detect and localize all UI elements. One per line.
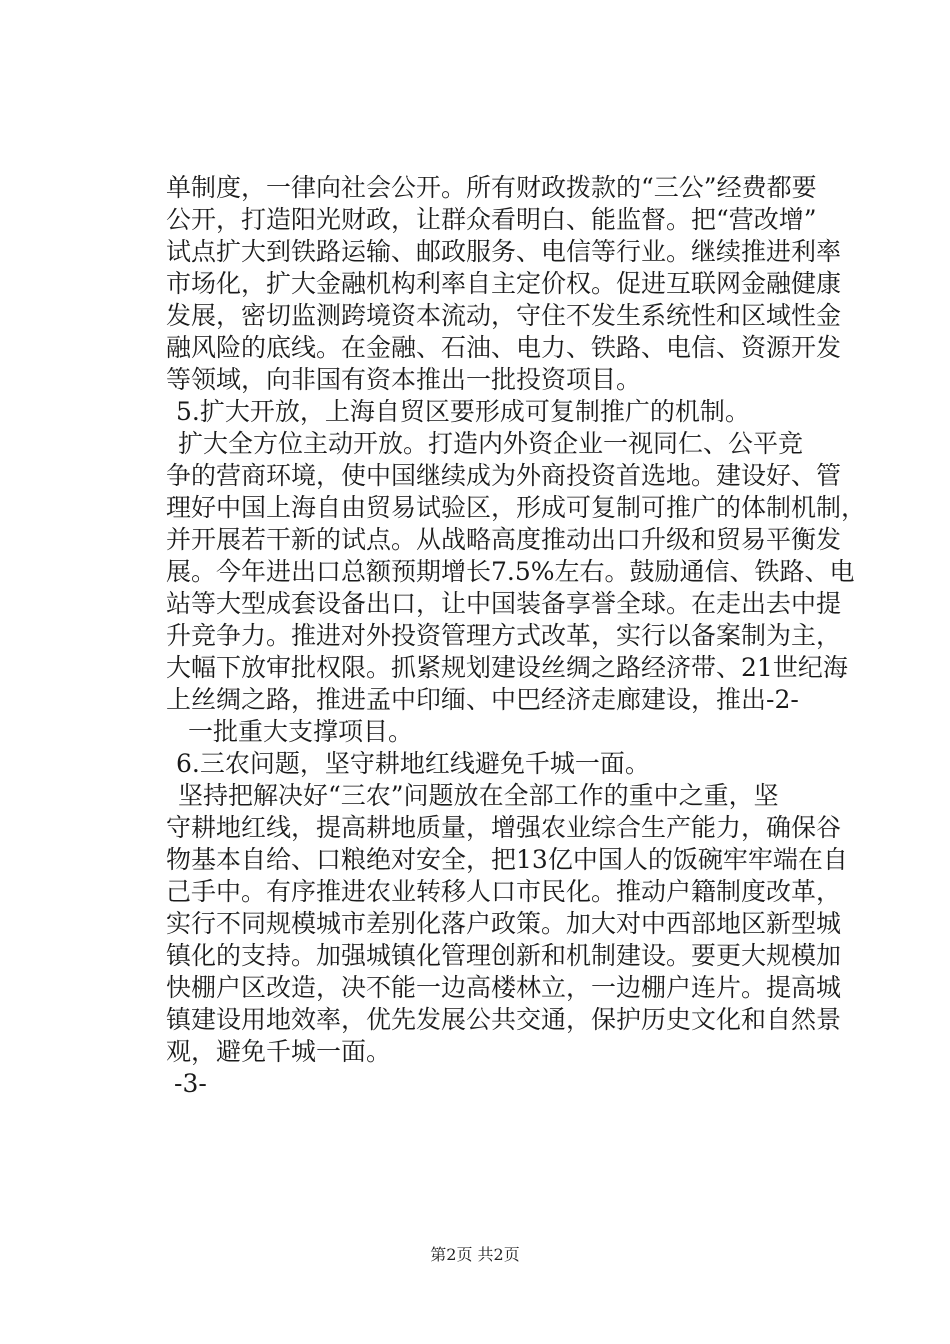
text-line: 实行不同规模城市差别化落户政策。加大对中西部地区新型城: [166, 909, 842, 938]
text-line: 上丝绸之路，推进孟中印缅、中巴经济走廊建设，推出-2-: [166, 685, 799, 714]
text-line: 理好中国上海自由贸易试验区，形成可复制可推广的体制机制，: [166, 493, 867, 522]
section-heading: 6.三农问题，坚守耕地红线避免千城一面。: [176, 749, 650, 778]
text-line: 镇化的支持。加强城镇化管理创新和机制建设。要更大规模加: [166, 941, 842, 970]
text-line: 市场化，扩大金融机构利率自主定价权。促进互联网金融健康: [166, 269, 842, 298]
text-line: 试点扩大到铁路运输、邮政服务、电信等行业。继续推进利率: [166, 237, 842, 266]
text-line: 发展，密切监测跨境资本流动，守住不发生系统性和区域性金: [166, 301, 842, 330]
text-line: 观，避免千城一面。: [166, 1037, 392, 1066]
page-number-marker: -3-: [174, 1069, 207, 1098]
text-line: 单制度，一律向社会公开。所有财政拨款的“三公”经费都要: [166, 173, 817, 202]
page-footer: 第2页 共2页: [430, 1245, 520, 1264]
text-line: 大幅下放审批权限。抓紧规划建设丝绸之路经济带、21世纪海: [166, 653, 848, 682]
text-line: 守耕地红线，提高耕地质量，增强农业综合生产能力，确保谷: [166, 813, 842, 842]
text-line: 镇建设用地效率，优先发展公共交通，保护历史文化和自然景: [166, 1005, 842, 1034]
text-line: 己手中。有序推进农业转移人口市民化。推动户籍制度改革，: [166, 877, 842, 906]
text-line: 站等大型成套设备出口，让中国装备享誉全球。在走出去中提: [166, 589, 842, 618]
paragraph-first-line: 扩大全方位主动开放。打造内外资企业一视同仁、公平竞: [178, 429, 804, 458]
paragraph-first-line: 坚持把解决好“三农”问题放在全部工作的重中之重，坚: [178, 781, 779, 810]
text-line: 公开，打造阳光财政，让群众看明白、能监督。把“营改增”: [166, 205, 817, 234]
text-line: 并开展若干新的试点。从战略高度推动出口升级和贸易平衡发: [166, 525, 842, 554]
text-line: 争的营商环境，使中国继续成为外商投资首选地。建设好、管: [166, 461, 842, 490]
text-line: 快棚户区改造，决不能一边高楼林立，一边棚户连片。提高城: [166, 973, 842, 1002]
text-line: 等领域，向非国有资本推出一批投资项目。: [166, 365, 642, 394]
text-line: 升竞争力。推进对外投资管理方式改革，实行以备案制为主，: [166, 621, 842, 650]
document-body: [166, 172, 867, 1100]
paragraph-first-line: 一批重大支撑项目。: [188, 717, 414, 746]
text-line: 物基本自给、口粮绝对安全，把13亿中国人的饭碗牢牢端在自: [166, 845, 848, 874]
text-line: 展。今年进出口总额预期增长7.5%左右。鼓励通信、铁路、电: [166, 557, 855, 586]
text-line: 融风险的底线。在金融、石油、电力、铁路、电信、资源开发: [166, 333, 842, 362]
section-heading: 5.扩大开放，上海自贸区要形成可复制推广的机制。: [176, 397, 750, 426]
